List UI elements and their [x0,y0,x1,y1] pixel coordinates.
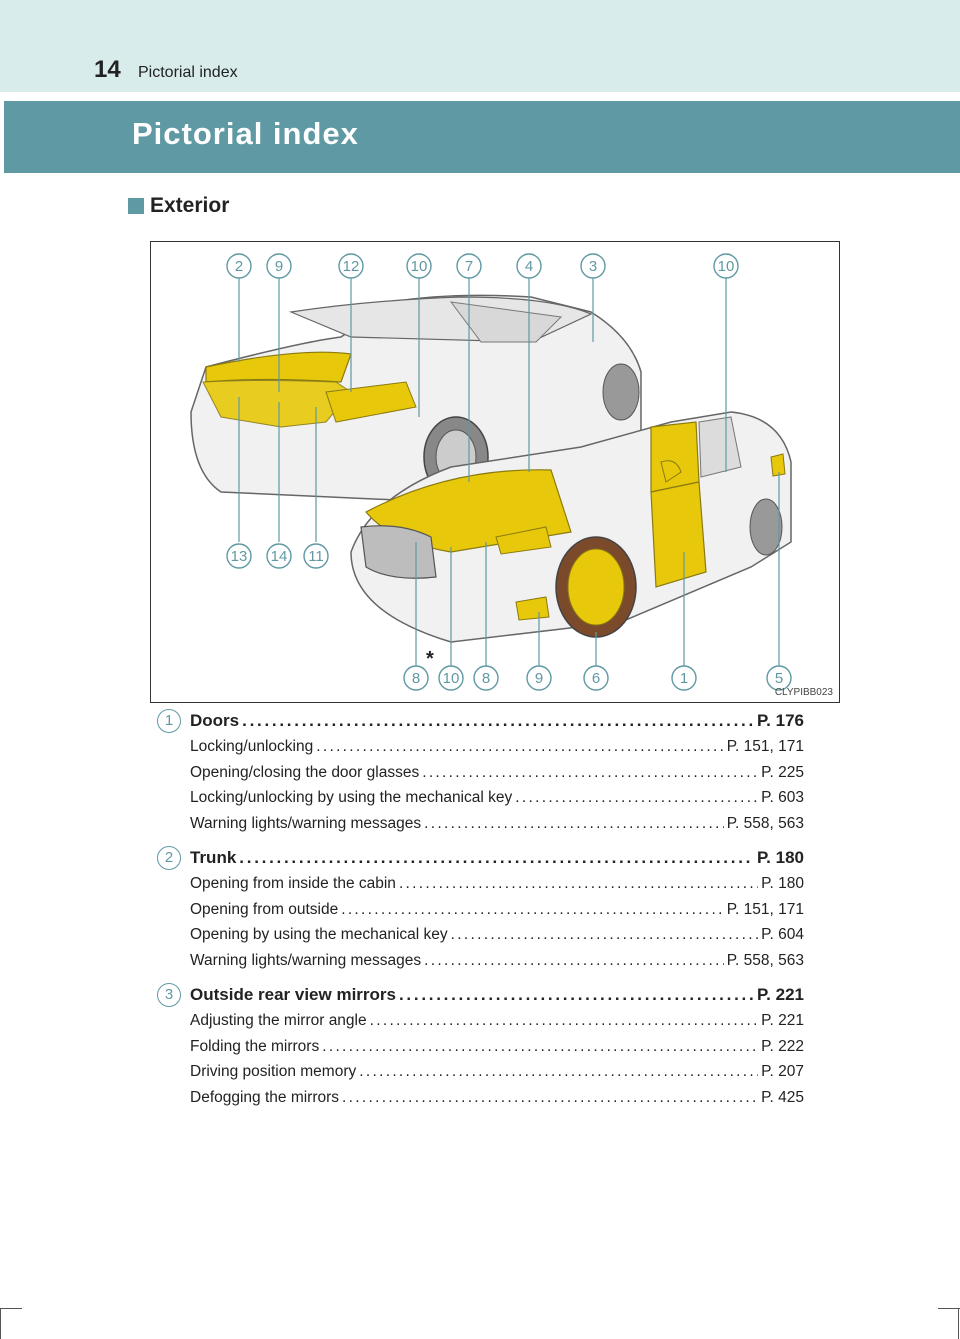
sub-entry-row [190,1034,804,1060]
chapter-banner [4,101,960,173]
callout-label: 12 [342,258,360,275]
callout-label: 3 [588,258,598,275]
sub-entry-label: Adjusting the mirror angle [190,1012,367,1029]
entry-page-link[interactable]: P. 180 [757,848,804,867]
entry-title-row [190,845,804,871]
sub-entry-label: Opening/closing the door glasses [190,763,420,781]
sub-entry-page-link[interactable]: P. 425 [761,1088,804,1106]
entry-number-badge: 2 [157,846,181,870]
sub-entry-label: Driving position memory [190,1063,357,1080]
sub-entry-page-link[interactable]: P. 151, 171 [726,900,804,918]
sub-entry-page-link[interactable]: P. 151, 171 [726,738,804,755]
entry-number-badge: 3 [157,983,181,1007]
callout-label: 10 [717,258,735,275]
callouts-top [227,254,738,278]
section-label: Exterior [150,194,230,217]
sub-entry-label: Opening from inside the cabin [190,875,396,892]
sub-entry-row [190,734,804,760]
crop-mark [938,1308,960,1309]
entry-title-row [190,982,804,1008]
sub-entry-row [190,871,804,897]
entry-title-row [190,708,804,734]
callout-label: 10 [410,258,428,275]
crop-mark [0,1308,22,1309]
section-heading [128,194,229,218]
sub-entry-page-link[interactable]: P. 558, 563 [726,951,804,969]
callout-label: 14 [270,548,288,565]
sub-entry-row [190,897,804,923]
section-square-icon [128,198,144,214]
exterior-figure [150,241,840,703]
sub-entry-page-link[interactable]: P. 603 [761,789,804,806]
sub-entry-row [190,811,804,837]
callout-label: 13 [230,548,248,565]
callout-label: 9 [274,258,284,275]
sub-entry-label: Opening from outside [190,900,339,918]
index-entry-doors [190,708,804,836]
running-title: Pictorial index [138,64,238,81]
sub-entry-label: Locking/unlocking [190,738,314,755]
callout-label: 10 [442,670,460,687]
figure-code: CLYPIBB023 [774,687,833,698]
sub-entry-label: Locking/unlocking by using the mechanical key [190,789,513,806]
sub-entry-row [190,948,804,974]
callout-label: 7 [464,258,474,275]
callout-label: 6 [591,670,601,687]
car-illustration [151,242,839,702]
entry-number-badge: 1 [157,709,181,733]
sub-entry-label: Warning lights/warning messages [190,951,422,969]
sub-entry-label: Folding the mirrors [190,1037,320,1055]
callout-label: 9 [534,670,544,687]
sub-entry-page-link[interactable]: P. 207 [761,1063,804,1080]
sub-entry-row [190,1085,804,1111]
crop-mark [0,1308,1,1339]
sub-entry-row [190,760,804,786]
sub-entry-page-link[interactable]: P. 221 [761,1012,804,1029]
sub-entry-row [190,922,804,948]
callout-label: 1 [679,670,689,687]
callouts-bottom [404,648,791,690]
index-entry-trunk [190,845,804,973]
sub-entry-row [190,1008,804,1034]
callout-label: 11 [308,548,324,565]
sub-entry-label: Defogging the mirrors [190,1088,340,1106]
callouts-left [227,544,328,568]
sub-entry-label: Opening by using the mechanical key [190,926,448,943]
callout-label: 8 [411,670,421,687]
sub-entry-page-link[interactable]: P. 558, 563 [726,814,804,832]
sub-entry-page-link[interactable]: P. 222 [761,1037,804,1055]
sub-entry-page-link[interactable]: P. 180 [761,875,804,892]
sub-entry-page-link[interactable]: P. 225 [761,763,804,781]
banner-title: Pictorial index [132,116,359,151]
callout-label: 5 [774,670,784,687]
entry-page-link[interactable]: P. 176 [757,711,804,730]
entry-title: Trunk [190,848,237,867]
sub-entry-row [190,1059,804,1085]
entry-title: Outside rear view mirrors [190,985,396,1004]
entry-title: Doors [190,711,240,730]
callout-label: 4 [524,258,534,275]
sub-entry-row [190,785,804,811]
sub-entry-page-link[interactable]: P. 604 [761,926,804,943]
page-header [0,0,960,92]
callout-label: 2 [234,258,244,275]
entry-page-link[interactable]: P. 221 [757,985,804,1004]
page-number: 14 [94,56,121,83]
index-entry-mirrors [190,982,804,1110]
crop-mark [958,1308,959,1339]
sub-entry-label: Warning lights/warning messages [190,814,422,832]
asterisk-mark: * [426,648,434,670]
callout-label: 8 [481,670,491,687]
